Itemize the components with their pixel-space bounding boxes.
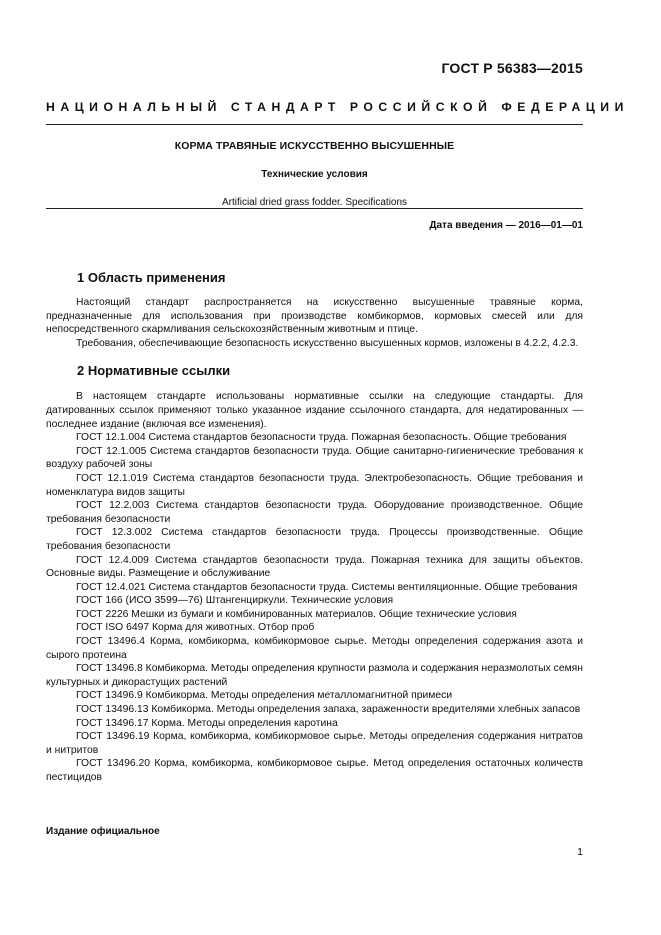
reference-item: ГОСТ 13496.13 Комбикорма. Методы определения запаха, зараженности вредителями хлебных запасов xyxy=(76,704,581,716)
reference-item: ГОСТ 13496.19 Корма, комбикорма, комбикормовое сырье. Методы определения содержания нитратов и нитритов xyxy=(46,731,583,756)
reference-item: ГОСТ 13496.4 Корма, комбикорма, комбикормовое сырье. Методы определения содержания азота и сырого протеина xyxy=(46,636,583,661)
reference-item: ГОСТ 13496.9 Комбикорма. Методы определения металломагнитной примеси xyxy=(76,690,453,702)
document-subtitle: Технические условия xyxy=(261,169,368,180)
reference-item: ГОСТ 12.2.003 Система стандартов безопасности труда. Оборудование производственное. Общие требования безопасности xyxy=(46,500,583,525)
title-bottom-rule xyxy=(46,208,583,209)
reference-item: ГОСТ 12.1.004 Система стандартов безопасности труда. Пожарная безопасность. Общие требования xyxy=(76,432,567,444)
section-1-paragraph: Настоящий стандарт распространяется на искусственно высушенные травяные корма, предназначенные для использования при производстве комбикормов, кормовых смесей или для непосредственного скармливания сельскохозяйственным животным и птице. xyxy=(46,297,583,336)
document-body xyxy=(46,270,583,785)
official-edition-note: Издание официальное xyxy=(46,826,160,837)
section-2-heading: 2 Нормативные ссылки xyxy=(77,363,231,379)
page-number: 1 xyxy=(577,846,583,858)
reference-item: ГОСТ ISO 6497 Корма для животных. Отбор проб xyxy=(76,622,315,634)
reference-item: ГОСТ 13496.17 Корма. Методы определения каротина xyxy=(76,717,338,729)
reference-item: ГОСТ 12.4.021 Система стандартов безопасности труда. Системы вентиляционные. Общие требования xyxy=(76,581,578,593)
title-block xyxy=(46,133,583,208)
document-code: ГОСТ Р 56383—2015 xyxy=(441,60,583,76)
reference-item: ГОСТ 12.3.002 Система стандартов безопасности труда. Процессы производственные. Общие требования безопасности xyxy=(46,527,583,552)
reference-item: ГОСТ 12.1.005 Система стандартов безопасности труда. Общие санитарно-гигиенические требования к воздуху рабочей зоны xyxy=(46,445,583,471)
reference-item: ГОСТ 13496.20 Корма, комбикорма, комбикормовое сырье. Метод определения остаточных количеств пестицидов xyxy=(46,758,583,783)
reference-item: ГОСТ 13496.8 Комбикорма. Методы определения крупности размола и содержания неразмолотых семян культурных и дикорастущих растений xyxy=(46,663,583,688)
reference-item: ГОСТ 2226 Мешки из бумаги и комбинированных материалов. Общие технические условия xyxy=(76,608,517,620)
title-top-rule xyxy=(46,124,583,125)
document-title-english: Artificial dried grass fodder. Specifications xyxy=(221,197,408,208)
section-1-heading: 1 Область применения xyxy=(77,270,226,285)
reference-item: ГОСТ 12.1.019 Система стандартов безопасности труда. Электробезопасность. Общие требования и номенклатура видов защиты xyxy=(46,472,583,498)
national-standard-banner: НАЦИОНАЛЬНЫЙ СТАНДАРТ РОССИЙСКОЙ ФЕДЕРАЦИИ xyxy=(46,100,629,114)
introduction-date: Дата введения — 2016—01—01 xyxy=(429,220,583,231)
reference-item: ГОСТ 12.4.009 Система стандартов безопасности труда. Пожарная техника для защиты объектов. Основные виды. Размещение и обслуживание xyxy=(46,554,583,580)
document-title: КОРМА ТРАВЯНЫЕ ИСКУССТВЕННО ВЫСУШЕННЫЕ xyxy=(174,140,455,152)
normative-references-list xyxy=(46,431,583,784)
section-2-intro: В настоящем стандарте использованы нормативные ссылки на следующие стандарты. Для датированных ссылок применяют только указанное издание ссылочного стандарта, для недатированных — последнее издание (включая все изменения). xyxy=(46,391,583,430)
reference-item: ГОСТ 166 (ИСО 3599—76) Штангенциркули. Технические условия xyxy=(76,595,394,607)
section-1-paragraph: Требования, обеспечивающие безопасность искусственно высушенных кормов, изложены в 4.2.2, 4.2.3. xyxy=(76,337,579,349)
